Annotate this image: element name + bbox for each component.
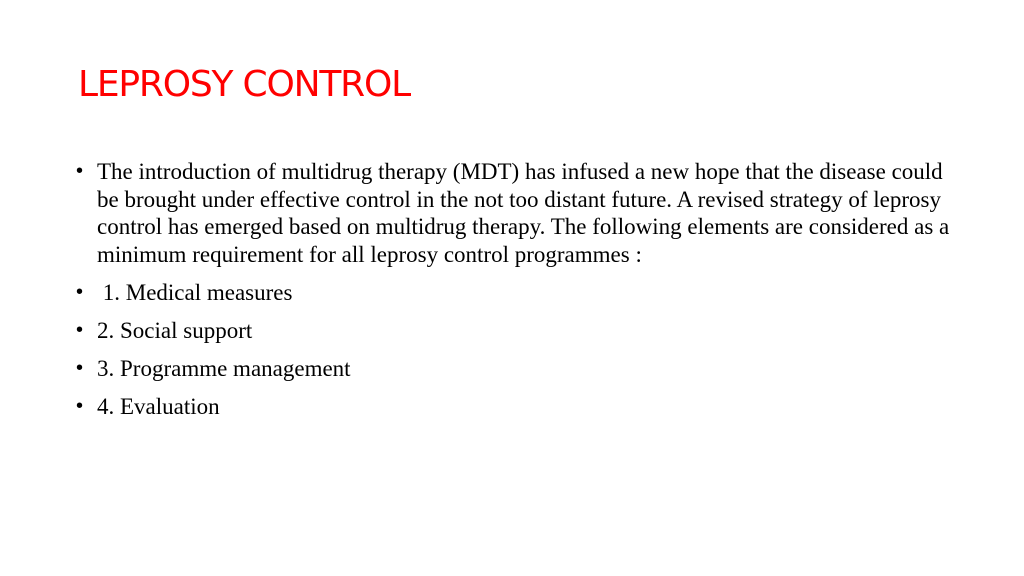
bullet-dot-icon: • <box>76 160 84 182</box>
list-item <box>76 317 956 345</box>
bullet-dot-icon: • <box>76 318 84 341</box>
list-item <box>76 279 956 307</box>
bullet-text: 2. Social support <box>97 317 253 343</box>
list-item <box>76 158 956 268</box>
bullet-text: 3. Programme management <box>97 355 351 381</box>
bullet-text: 1. Medical measures <box>97 279 293 305</box>
bullet-text: 4. Evaluation <box>97 393 220 419</box>
list-item <box>76 393 956 421</box>
bullet-text: The introduction of multidrug therapy (MDT) has infused a new hope that the disease could be brought under effective control in the not too distant future. A revised strategy of leprosy control has emerged based on multidrug therapy. The following elements are considered as a minimum requirement for all leprosy control programmes : <box>97 159 950 267</box>
bullet-list <box>76 158 956 431</box>
list-item <box>76 355 956 383</box>
slide-title: LEPROSY CONTROL <box>78 64 410 105</box>
bullet-dot-icon: • <box>76 394 84 417</box>
bullet-dot-icon: • <box>76 280 84 303</box>
bullet-dot-icon: • <box>76 356 84 379</box>
